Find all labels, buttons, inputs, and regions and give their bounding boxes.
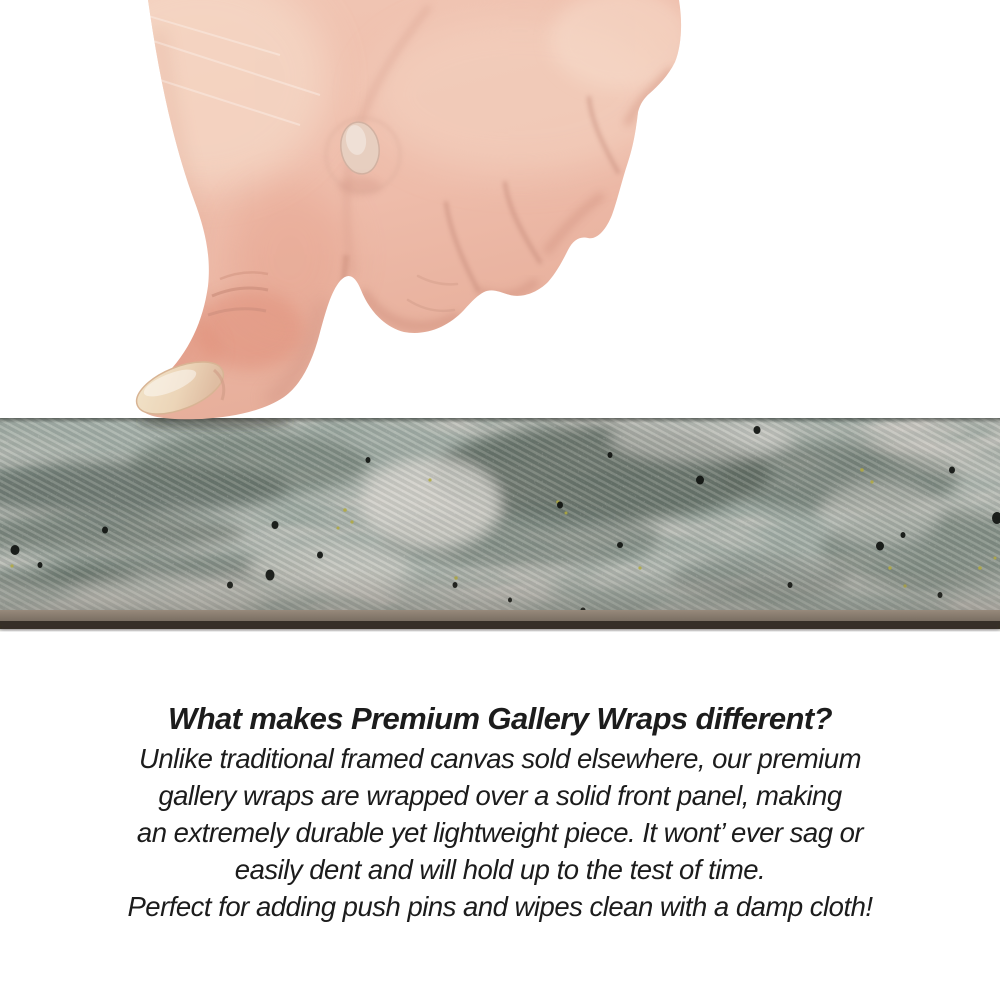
caption-line-2: gallery wraps are wrapped over a solid front panel, making [158, 780, 842, 811]
caption-block [0, 697, 1000, 925]
hand-photo [0, 0, 1000, 432]
canvas-texture [0, 418, 1000, 622]
caption-line-3: an extremely durable yet lightweight piece. It wont’ ever sag or [136, 817, 864, 848]
caption-line-4: easily dent and will hold up to the test of time. [234, 854, 766, 885]
caption-heading: What makes Premium Gallery Wraps different? [168, 701, 832, 736]
canvas-panel-edge [0, 610, 1000, 632]
canvas-edge-photo [0, 418, 1000, 632]
caption-line-1: Unlike traditional framed canvas sold elsewhere, our premium [138, 743, 861, 774]
caption-line-5: Perfect for adding push pins and wipes clean with a damp cloth! [127, 891, 873, 922]
